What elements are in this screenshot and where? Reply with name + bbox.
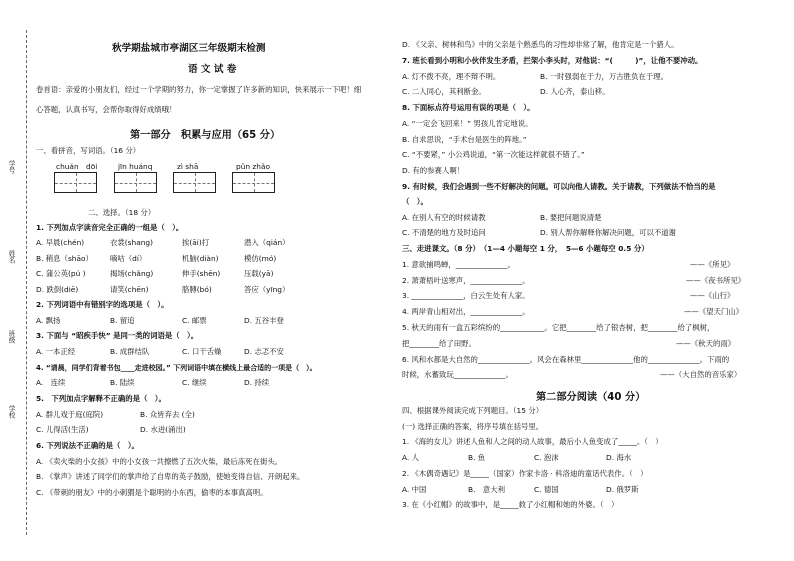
- q4-2-opt-a: A. 中国: [402, 485, 427, 494]
- q2-6-opt-d: D. 《父亲、树林和鸟》中的父亲是个熟悉鸟的习性却非常了解，他肯定是一个猎人。: [402, 40, 679, 49]
- q2-6-opt-a: A. 《卖火柴的小女孩》中的小女孩一共擦燃了五次火柴，最后冻死在街头。: [36, 457, 283, 466]
- q2-5-opt-a: A. 群儿戏于庭(庭院): [36, 410, 104, 419]
- q2-3-stem: 3. 下面与 “昭疾手快” 是同一类的词语是（ ）。: [36, 331, 199, 340]
- q2-9-opt-d: D. 别人帮你解释你解决问题，可以不道谢: [540, 228, 677, 237]
- q2-9-stem-2: （ ）。: [402, 197, 428, 206]
- q4-sub: (一) 选择正确的答案，将序号填在括号里。: [402, 422, 544, 431]
- q2-2-opt-a: A. 飘扬: [36, 316, 61, 325]
- q2-1-opt-b1: B. 稍息（shāo）: [36, 254, 93, 263]
- q1-title: 一、看拼音，写词语。（16 分）: [36, 146, 141, 155]
- binding-line: [26, 30, 27, 535]
- q2-4-opt-c: C. 继续: [182, 378, 207, 387]
- q2-2-opt-c: C. 邮票: [182, 316, 207, 325]
- q4-2-opt-b: B. 意大利: [468, 485, 505, 494]
- q2-4-opt-a: A. 连续: [36, 378, 66, 387]
- q2-6-opt-c: C. 《带刺的朋友》中的小刺猬是个聪明的小东西，偷枣的本事真高明。: [36, 488, 268, 497]
- margin-label-school: 学校: [7, 405, 15, 419]
- q2-1-opt-a3: 挨(āi)打: [182, 238, 210, 247]
- q2-1-opt-c4: 压载(yā): [244, 269, 274, 278]
- q4-2-opt-d: D. 俄罗斯: [606, 485, 639, 494]
- q2-7-opt-c: C. 二人同心，其利断金。: [402, 87, 486, 96]
- part2-title: 第二部分阅读（40 分）: [536, 392, 646, 403]
- q4-1-opt-c: C. 泡沫: [534, 453, 559, 462]
- exam-subtitle: 语 文 试 卷: [188, 64, 237, 75]
- margin-label-name: 姓名: [7, 250, 15, 264]
- q2-1-opt-d1: D. 跌倒(diē): [36, 285, 79, 294]
- q3-line-3: 3. ______________，白云生处有人家。: [402, 291, 530, 300]
- q3-source-2: ——《夜书所见》: [686, 276, 746, 285]
- q2-5-stem: 5. 下列加点字解释不正确的是（ ）。: [36, 394, 166, 403]
- q2-8-opt-b: B. 自求思说，“手术台是医生的阵地。”: [402, 135, 527, 144]
- q2-9-opt-a: A. 在别人有空的时候请教: [402, 213, 486, 222]
- q3-line-8: 时候，水蓄致玩______________。: [402, 370, 513, 379]
- q3-line-1: 1. 意欲捕鸣蝉，______________。: [402, 260, 515, 269]
- q2-1-opt-a4: 潜入（qián）: [244, 238, 290, 247]
- q2-9-stem-1: 9. 有时候，我们会遇到一些不好解决的问题。可以向他人请教。关于请教，下列做法不恰当的是: [402, 182, 716, 191]
- q4-title: 四、根据课外阅读完成下列题目。（15 分）: [402, 406, 544, 415]
- q3-line-6: 把________给了田野。: [402, 339, 476, 348]
- writing-grid-2[interactable]: [114, 172, 157, 193]
- margin-label-class: 班级: [7, 330, 15, 344]
- q2-1-opt-c2: 揭场(chǎng): [110, 269, 154, 278]
- q4-1-opt-d: D. 海水: [606, 453, 632, 462]
- q4-3-stem: 3. 在《小红帽》的故事中，是_____救了小红帽和她的外婆。（ ）: [402, 500, 619, 509]
- q3-source-4: ——《望天门山》: [684, 307, 744, 316]
- q4-2-stem: 2. 《木偶奇遇记》是_____（国家）作家卡洛 · 科洛迪的童话代表作。（ ）: [402, 469, 648, 478]
- q2-4-stem: 4. “请晨，同学们背着书包____走进校园。” 下列词语中填在横线上最合适的一项是（ ）。: [36, 364, 317, 372]
- q2-1-opt-c3: 伸手(shēn): [182, 269, 221, 278]
- q4-1-opt-b: B. 鱼: [468, 453, 486, 462]
- q2-2-opt-b: B. 留追: [110, 316, 135, 325]
- q2-1-opt-d4: 答应（yīng）: [244, 285, 290, 294]
- q2-6-opt-b: B. 《掌声》讲述了同学们的掌声给了自卑的英子鼓励，使她变得自信、开朗起来。: [36, 472, 305, 481]
- q2-1-opt-b2: 嘀咕（dí）: [110, 254, 147, 263]
- q2-1-opt-b3: 机脑(diàn): [182, 254, 219, 263]
- part1-title: 第一部分 积累与应用（65 分）: [130, 130, 281, 141]
- q3-source-3: ——《山行》: [690, 291, 735, 300]
- pinyin-3: zì shā: [177, 162, 199, 171]
- pinyin-1: chuán dōi: [56, 162, 98, 171]
- margin-label-student-id: 学号: [7, 160, 15, 174]
- pinyin-2: jīn huánq: [118, 162, 153, 171]
- q2-1-opt-b4: 模仿(mó): [244, 254, 277, 263]
- q2-2-stem: 2. 下列词语中有错别字的选项是（ ）。: [36, 300, 169, 309]
- q3-source-8: ——（大自然的音乐家）: [660, 370, 742, 379]
- q4-2-opt-c: C. 德国: [534, 485, 559, 494]
- q2-5-opt-d: D. 水迸(涌出): [140, 425, 186, 434]
- q2-5-opt-c: C. 儿得活(生活): [36, 425, 89, 434]
- intro-line-2: 心答题，认真书写，会帮你取得好成绩哦！: [36, 105, 177, 114]
- writing-grid-4[interactable]: [232, 172, 275, 193]
- q2-7-opt-d: D. 人心齐，泰山移。: [540, 87, 610, 96]
- q4-1-stem: 1. 《海的女儿》讲述人鱼和人之间的动人故事，最后小人鱼变成了_____。（ ）: [402, 437, 663, 446]
- q2-5-opt-b: B. 众皆弃去 (全): [140, 410, 195, 419]
- q2-1-opt-a2: 衣裳(shang): [110, 238, 153, 247]
- q2-8-stem: 8. 下面标点符号运用有误的项是（ ）。: [402, 103, 535, 112]
- q2-9-opt-b: B. 要把问题说清楚: [540, 213, 602, 222]
- q2-8-opt-d: D. 有的参赛人啊！: [402, 166, 465, 175]
- q2-2-opt-d: D. 五谷丰登: [244, 316, 284, 325]
- q3-source-1: ——《所见》: [690, 260, 735, 269]
- exam-title: 秋学期盐城市亭湖区三年级期末检测: [112, 43, 266, 54]
- q3-line-2: 2. 萧萧梧叶送寒声，______________。: [402, 276, 530, 285]
- q2-1-opt-c1: C. 蒲公英(pú ): [36, 269, 86, 278]
- q3-line-5: 5. 秋天的雨有一盒五彩缤纷的____________。它把________给了银杏树，把________给了枫树，: [402, 323, 715, 332]
- q2-3-opt-a: A. 一本正经: [36, 347, 76, 356]
- q2-7-stem: 7. 班长看到小明和小伙伴发生矛盾，拦架小李头时，对他说：“( )”，让他不要冲动。: [402, 56, 703, 65]
- q2-4-opt-d: D. 持续: [244, 378, 270, 387]
- q2-8-opt-a: A. “一定会飞回来！” 男孩儿肯定地说。: [402, 119, 533, 128]
- q3-line-4: 4. 两岸青山相对出，______________。: [402, 307, 530, 316]
- q2-4-opt-b: B. 陆续: [110, 378, 135, 387]
- q2-9-opt-c: C. 不清楚的地方及时追问: [402, 228, 486, 237]
- writing-grid-1[interactable]: [54, 172, 97, 193]
- q2-7-opt-a: A. 灯不拨不亮，理不辩不明。: [402, 72, 501, 81]
- q2-3-opt-d: D. 忐忑不安: [244, 347, 284, 356]
- q2-3-opt-b: B. 成群结队: [110, 347, 150, 356]
- q4-1-opt-a: A. 人: [402, 453, 420, 462]
- q2-6-stem: 6. 下列说法不正确的是（ ）。: [36, 441, 139, 450]
- q2-1-opt-d3: 胳膊(bó): [182, 285, 212, 294]
- q2-1-stem: 1. 下列加点字读音完全正确的一组是（ ）。: [36, 223, 184, 232]
- q2-title: 二、选择。（18 分）: [88, 208, 156, 217]
- q2-3-opt-c: C. 口干舌燥: [182, 347, 222, 356]
- q3-title: 三、走进课文。（8 分） （1—4 小题每空 1 分， 5—6 小题每空 0.5 分）: [402, 244, 649, 253]
- writing-grid-3[interactable]: [173, 172, 216, 193]
- q2-7-opt-b: B. 一时强弱在于力，万古胜负在于理。: [540, 72, 669, 81]
- intro-line-1: 卷首语：亲爱的小朋友们，经过一个学期的努力，你一定掌握了许多新的知识，快来展示一下吧！细: [36, 85, 362, 94]
- q2-1-opt-d2: 请笑(chēn): [110, 285, 149, 294]
- q2-1-opt-a1: A. 早晨(chén): [36, 238, 85, 247]
- pinyin-4: pǔn zhǎo: [236, 162, 271, 171]
- q3-line-7: 6. 风和水都是大自然的______________。风会在森林里______________他的______________。下雨的: [402, 355, 730, 364]
- q2-8-opt-c: C. “不要紧，” 小公鸡说道，“第一次能这样就很不错了。”: [402, 150, 585, 159]
- q3-source-6: ——《秋天的雨》: [676, 339, 736, 348]
